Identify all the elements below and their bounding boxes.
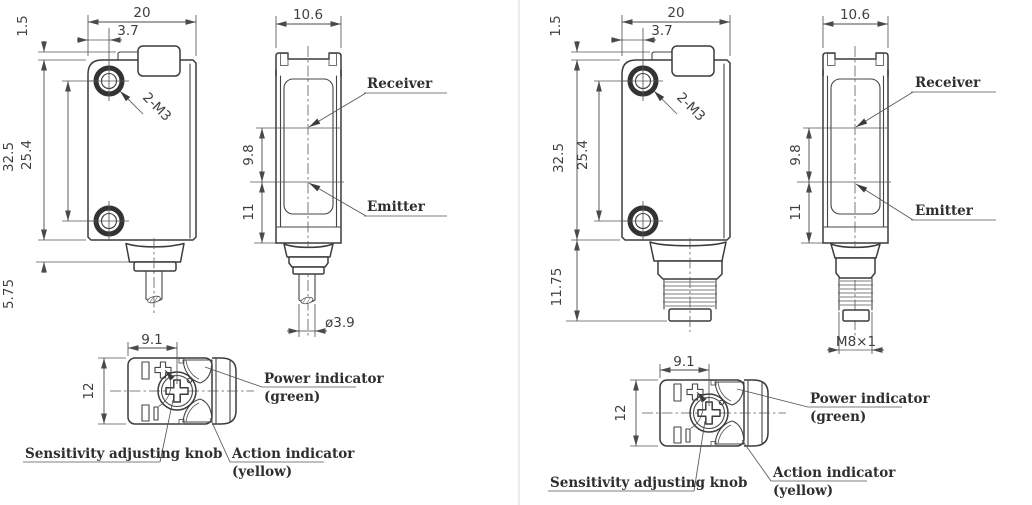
dim-text-hole-spacing: 25.4 <box>575 139 591 171</box>
dim-text-bottom-width: 9.1 <box>141 332 163 348</box>
dim-text-tail: 5.75 <box>1 278 17 310</box>
dim-text-tail: 11.75 <box>549 267 565 307</box>
dim-text-hole-offset: 3.7 <box>651 23 673 39</box>
dim-text-emitter-offset: 11 <box>788 203 804 221</box>
top-tab <box>672 46 714 76</box>
dim-text-side-width: 10.6 <box>839 7 871 23</box>
holes-label: 2-M3 <box>673 89 709 125</box>
dim-text-hole-offset: 3.7 <box>117 23 139 39</box>
dim-text-top-offset: 1.5 <box>15 15 31 37</box>
emitter-label: Emitter <box>915 203 973 219</box>
receiver-label: Receiver <box>367 76 433 92</box>
action-indicator-label: Action indicator <box>773 465 896 481</box>
action-indicator-color: (yellow) <box>232 464 293 480</box>
dim-text-emitter-offset: 11 <box>241 203 257 221</box>
power-indicator-label: Power indicator <box>264 371 384 387</box>
power-indicator-label: Power indicator <box>810 391 930 407</box>
dim-text-bottom-width: 9.1 <box>673 354 695 370</box>
dim-text-hole-spacing: 25.4 <box>19 139 35 171</box>
power-indicator-color: (green) <box>264 389 321 405</box>
dim-text-body-height: 32.5 <box>551 142 567 174</box>
dim-text-width: 20 <box>667 5 685 21</box>
power-indicator-color: (green) <box>810 409 867 425</box>
knob-label: Sensitivity adjusting knob <box>550 475 748 491</box>
dim-text-top-offset: 1.5 <box>548 15 564 37</box>
dim-text-bottom-height: 12 <box>81 382 97 400</box>
dim-text-body-height: 32.5 <box>1 141 17 173</box>
dim-text-receiver-offset: 9.8 <box>241 144 257 166</box>
dim-text-cable-diameter: ø3.9 <box>325 315 355 331</box>
action-indicator-color: (yellow) <box>773 483 834 499</box>
dim-text-bottom-height: 12 <box>613 404 629 422</box>
action-indicator-label: Action indicator <box>232 446 355 462</box>
dim-text-thread: M8×1 <box>835 334 877 350</box>
top-tab <box>138 46 180 76</box>
dim-text-width: 20 <box>133 5 151 21</box>
holes-label: 2-M3 <box>139 89 175 125</box>
emitter-label: Emitter <box>367 199 425 215</box>
receiver-label: Receiver <box>915 75 981 91</box>
knob-label: Sensitivity adjusting knob <box>25 446 223 462</box>
dim-text-receiver-offset: 9.8 <box>788 144 804 166</box>
dim-text-side-width: 10.6 <box>292 7 324 23</box>
